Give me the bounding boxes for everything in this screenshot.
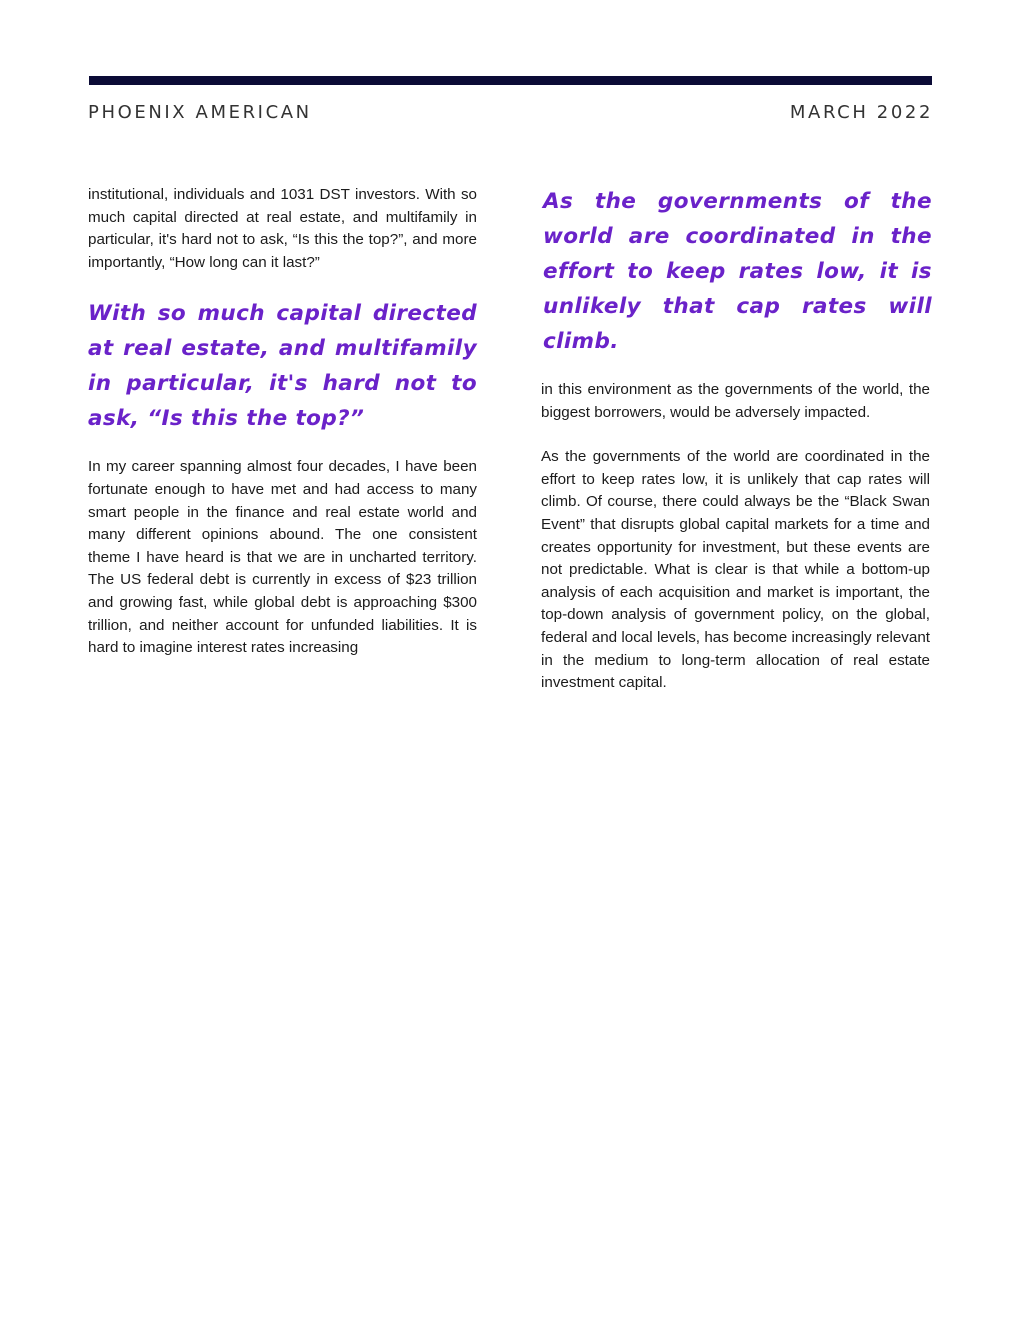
issue-date: MARCH 2022 (789, 102, 933, 123)
company-name: PHOENIX AMERICAN (88, 102, 312, 123)
right-column (541, 184, 930, 717)
body-paragraph: As the governments of the world are coordinated in the effort to keep rates low, it is unlikely that cap rates will climb. Of course, there could always be the “Black Swan Event” that disrupts global capital markets for a time and creates opportunity for investment, but these events are not predictable. What is clear is that while a bottom-up analysis of each acquisition and market is important, the top-down analysis of government policy, on the global, federal and local levels, has become increasingly relevant in the medium to long-term allocation of real estate investment capital. (541, 448, 930, 692)
body-paragraph: in this environment as the governments of the world, the biggest borrowers, would be adversely impacted. (541, 381, 930, 421)
pull-quote: As the governments of the world are coordinated in the effort to keep rates low, it is unlikely that cap rates will climb. (543, 189, 932, 354)
body-paragraph: institutional, individuals and 1031 DST investors. With so much capital directed at real estate, and multifamily in particular, it's hard not to ask, “Is this the top?”, and more importantly, “How long can it last?” (88, 186, 477, 271)
body-paragraph: In my career spanning almost four decades, I have been fortunate enough to have met and had access to many smart people in the finance and real estate world and many different opinions abound. The one consistent theme I have heard is that we are in uncharted territory. The US federal debt is currently in excess of $23 trillion and growing fast, while global debt is approaching $300 trillion, and neither account for unfunded liabilities. It is hard to imagine interest rates increasing (88, 458, 477, 657)
left-column (88, 184, 477, 660)
header-rule (89, 76, 932, 85)
pull-quote: With so much capital directed at real estate, and multifamily in particular, it's hard not to ask, “Is this the top?” (88, 301, 477, 432)
